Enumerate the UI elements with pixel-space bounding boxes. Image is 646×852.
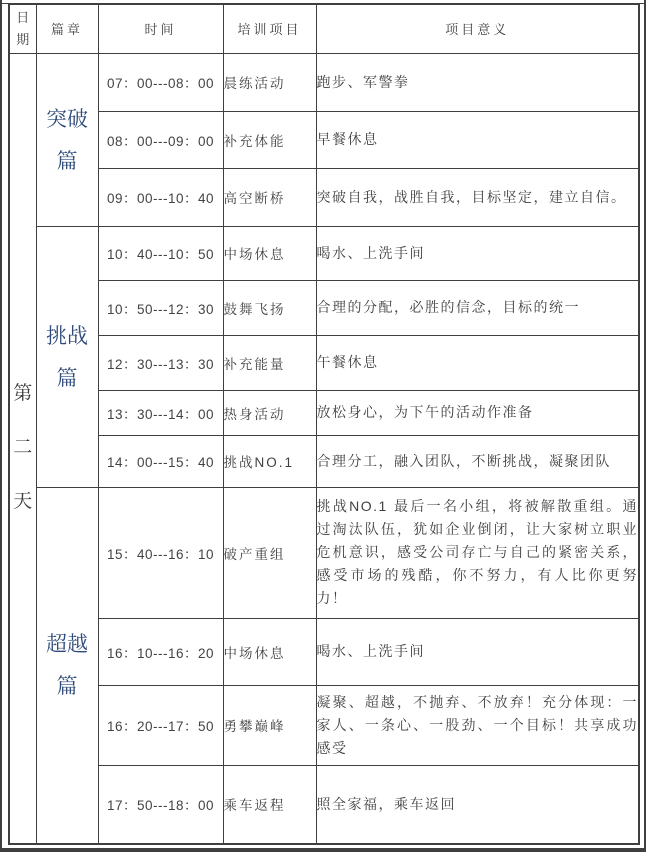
header-cell-meaning: 项目意义: [316, 4, 639, 53]
table-row: [9, 765, 639, 844]
table-row: [9, 618, 639, 685]
meaning-cell: 凝聚、超越，不抛弃、不放弃！充分体现：一家人、一条心、一股劲、一个目标！共享成功感受: [316, 685, 639, 765]
meaning-cell: 合理分工，融入团队，不断挑战，凝聚团队: [316, 435, 639, 487]
training-schedule-table: [8, 3, 640, 845]
project-cell: 勇攀巅峰: [223, 685, 316, 765]
table-row: [9, 280, 639, 335]
project-cell: 鼓舞飞扬: [223, 280, 316, 335]
header-cell-project: 培训项目: [223, 4, 316, 53]
table-row: [9, 53, 639, 111]
page-edge-bottom: [0, 848, 646, 852]
time-cell: 14：00---15：40: [98, 435, 223, 487]
project-cell: 补充能量: [223, 335, 316, 390]
time-cell: 10：50---12：30: [98, 280, 223, 335]
header-cell-time: 时间: [98, 4, 223, 53]
project-cell: 补充体能: [223, 111, 316, 168]
project-cell: 乘车返程: [223, 765, 316, 844]
header-cell-chapter: 篇章: [36, 4, 98, 53]
meaning-cell: 合理的分配，必胜的信念，目标的统一: [316, 280, 639, 335]
meaning-cell: 跑步、军警拳: [316, 53, 639, 111]
header-cell-date: 日期: [9, 4, 36, 53]
project-cell: 热身活动: [223, 390, 316, 435]
time-cell: 16：10---16：20: [98, 618, 223, 685]
project-cell: 中场休息: [223, 226, 316, 280]
time-cell: 09：00---10：40: [98, 168, 223, 226]
meaning-cell: 挑战NO.1 最后一名小组，将被解散重组。通过淘汰队伍，犹如企业倒闭，让大家树立职业危机意识，感受公司存亡与自己的紧密关系，感受市场的残酷，你不努力，有人比你更努力！: [316, 487, 639, 618]
meaning-cell: 喝水、上洗手间: [316, 226, 639, 280]
table-row: [9, 111, 639, 168]
meaning-cell: 午餐休息: [316, 335, 639, 390]
table-row: [9, 390, 639, 435]
table-row: [9, 226, 639, 280]
section-cell-challenge: 挑战篇: [36, 226, 98, 487]
table-row: [9, 685, 639, 765]
time-cell: 12：30---13：30: [98, 335, 223, 390]
table-row: [9, 487, 639, 618]
project-cell: 挑战NO.1: [223, 435, 316, 487]
section-cell-breakthrough: 突破篇: [36, 53, 98, 226]
time-cell: 10：40---10：50: [98, 226, 223, 280]
project-cell: 中场休息: [223, 618, 316, 685]
section-cell-surpass: 超越篇: [36, 487, 98, 844]
time-cell: 16：20---17：50: [98, 685, 223, 765]
time-cell: 13：30---14：00: [98, 390, 223, 435]
project-cell: 破产重组: [223, 487, 316, 618]
table-header-row: [9, 4, 639, 53]
time-cell: 17：50---18：00: [98, 765, 223, 844]
meaning-cell: 喝水、上洗手间: [316, 618, 639, 685]
table-row: [9, 335, 639, 390]
page-edge-left: [0, 0, 2, 852]
meaning-cell: 早餐休息: [316, 111, 639, 168]
table-row: [9, 435, 639, 487]
time-cell: 08：00---09：00: [98, 111, 223, 168]
day-label-cell: 第二天: [9, 53, 36, 844]
meaning-cell: 放松身心，为下午的活动作准备: [316, 390, 639, 435]
time-cell: 15：40---16：10: [98, 487, 223, 618]
meaning-cell: 照全家福，乘车返回: [316, 765, 639, 844]
project-cell: 晨练活动: [223, 53, 316, 111]
table-row: [9, 168, 639, 226]
project-cell: 高空断桥: [223, 168, 316, 226]
time-cell: 07：00---08：00: [98, 53, 223, 111]
meaning-cell: 突破自我，战胜自我，目标坚定，建立自信。: [316, 168, 639, 226]
